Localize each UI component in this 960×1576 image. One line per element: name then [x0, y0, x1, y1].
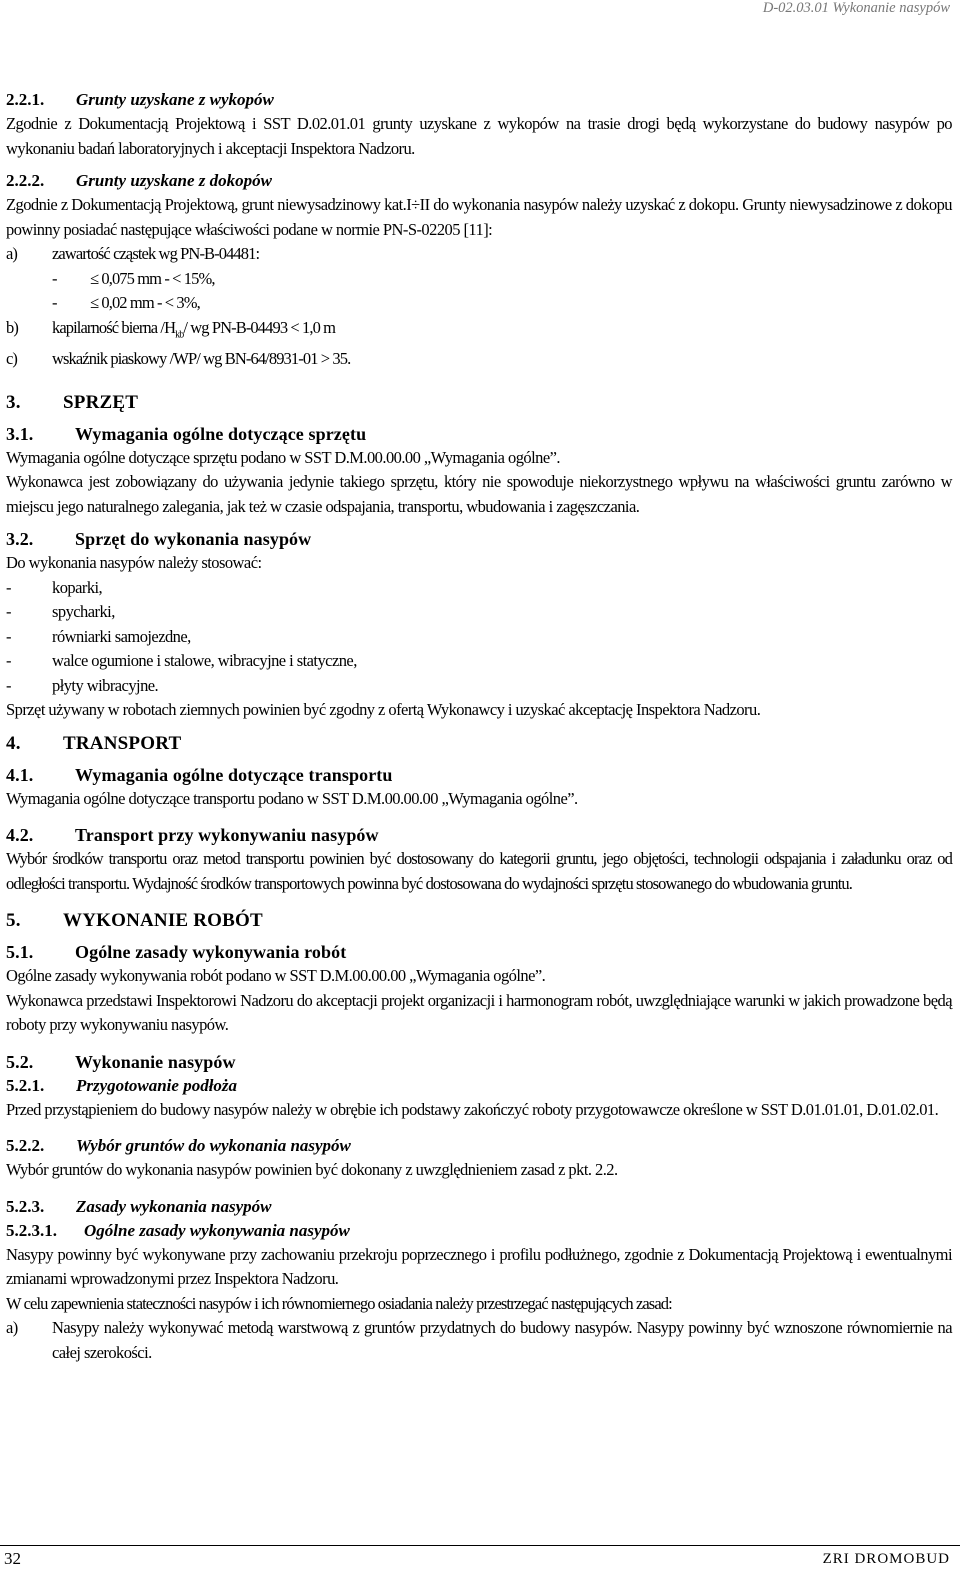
section-number: 5.2.	[6, 1051, 34, 1072]
dash: -	[52, 268, 57, 288]
sub-list-item	[6, 291, 952, 316]
section-heading-3-1	[6, 422, 952, 446]
section-number: 4.1.	[6, 764, 34, 785]
list-item	[6, 576, 952, 601]
section-number: 3.1.	[6, 423, 34, 444]
list-text: płyty wibracyjne.	[52, 675, 159, 695]
section-title: Wybór gruntów do wykonania nasypów	[76, 1136, 351, 1156]
section-number: 5.	[6, 910, 21, 932]
section-number: 5.2.3.1.	[6, 1220, 57, 1240]
section-heading-4-2	[6, 823, 952, 847]
list-item	[6, 625, 952, 650]
section-title: Ogólne zasady wykonywania robót	[75, 942, 347, 963]
section-title: Wykonanie nasypów	[75, 1051, 236, 1072]
page-number: 32	[4, 1549, 21, 1568]
dash: -	[6, 602, 11, 622]
running-header: D-02.03.01 Wykonanie nasypów	[762, 0, 950, 16]
list-text: zawartość cząstek wg PN-B-04481:	[52, 244, 260, 263]
section-title: Grunty uzyskane z wykopów	[76, 90, 274, 109]
list-item-a	[6, 1316, 952, 1365]
paragraph: Wybór gruntów do wykonania nasypów powinien być dokonany z uwzględnieniem zasad z pkt. 2.2.	[6, 1160, 618, 1180]
list-item-a	[6, 242, 952, 267]
paragraph: Ogólne zasady wykonywania robót podano w SST D.M.00.00.00 „Wymagania ogólne”.	[6, 966, 546, 986]
section-number: 5.2.2.	[6, 1136, 45, 1156]
text-part: kapilarność bierna /H	[52, 317, 176, 337]
section-heading-5-2	[6, 1050, 952, 1074]
sub-list-item	[6, 267, 952, 292]
section-number: 5.2.3.	[6, 1196, 45, 1216]
footer-company: ZRI DROMOBUD	[822, 1551, 950, 1567]
section-number: 3.	[6, 391, 21, 413]
section-title: Grunty uzyskane z dokopów	[76, 171, 273, 190]
section-title: Wymagania ogólne dotyczące transportu	[75, 764, 393, 785]
section-title: Transport przy wykonywaniu nasypów	[75, 825, 379, 846]
paragraph: W celu zapewnienia stateczności nasypów i ich równomiernego osiadania należy przestrzegać następujących zasad:	[6, 1293, 672, 1313]
list-label: c)	[6, 349, 18, 369]
list-label: a)	[6, 1318, 18, 1338]
section-number: 4.2.	[6, 825, 34, 846]
list-item-b	[6, 316, 952, 348]
section-heading-2-2-1	[6, 88, 952, 112]
paragraph: Do wykonania nasypów należy stosować:	[6, 553, 262, 573]
text-part: / wg PN-B-04493 < 1,0 m	[183, 317, 336, 337]
section-title: Wymagania ogólne dotyczące sprzętu	[75, 423, 367, 444]
paragraph: Wykonawca jest zobowiązany do używania jedynie takiego sprzętu, który nie spowoduje niekorzystnego wpływu na właściwości gruntu zarówno w miejscu jego naturalnego zalegania, jak też w czasie odspajania, transportu, wbudowania i zagęszczania.	[6, 472, 952, 516]
paragraph: Wykonawca przedstawi Inspektorowi Nadzoru do akceptacji projekt organizacji i harmonogram robót, uwzględniające warunki w jakich prowadzone będą roboty przy wykonywaniu nasypów.	[6, 990, 952, 1035]
section-heading-5-1	[6, 940, 952, 964]
section-heading-2-2-2	[6, 169, 952, 193]
section-number: 2.2.2.	[6, 171, 45, 190]
section-heading-3-2	[6, 527, 952, 551]
dash: -	[52, 293, 57, 312]
subscript: kb	[175, 328, 184, 340]
section-title: WYKONANIE ROBÓT	[63, 910, 263, 932]
document-body	[6, 88, 952, 1365]
list-text: równiarki samojezdne,	[52, 626, 191, 646]
section-heading-5-2-2	[6, 1134, 952, 1158]
list-text: koparki,	[52, 577, 103, 597]
paragraph: Zgodnie z Dokumentacją Projektową i SST D.02.01.01 grunty uzyskane z wykopów na trasie drogi będą wykorzystane do budowy nasypów po wykonaniu badań laboratoryjnych i akceptacji Inspektora Nadzoru.	[6, 114, 952, 158]
section-heading-5-2-1	[6, 1074, 952, 1098]
list-item	[6, 674, 952, 699]
dash: -	[6, 626, 11, 646]
list-item-c	[6, 347, 952, 372]
section-heading-5-2-3	[6, 1195, 952, 1219]
section-heading-5-2-3-1	[6, 1219, 952, 1243]
section-title: Przygotowanie podłoża	[76, 1075, 238, 1095]
section-title: Zasady wykonania nasypów	[76, 1196, 272, 1216]
section-number: 2.2.1.	[6, 90, 45, 109]
list-text: Nasypy należy wykonywać metodą warstwową z gruntów przydatnych do budowy nasypów. Nasypy powinny być wznoszone równomiernie na całej szerokości.	[52, 1318, 952, 1362]
dash: -	[6, 675, 11, 695]
footer-divider	[0, 1545, 960, 1546]
dash: -	[6, 651, 11, 671]
section-number: 4.	[6, 732, 21, 754]
section-title: SPRZĘT	[63, 391, 139, 413]
chapter-heading-3	[6, 390, 952, 416]
list-text: ≤ 0,02 mm - < 3%,	[90, 293, 200, 312]
paragraph: Nasypy powinny być wykonywane przy zachowaniu przekroju poprzecznego i profilu podłużnego, zgodnie z Dokumentacją Projektową i ewentualnymi zmianami wprowadzonymi przez Inspektora Nadzoru.	[6, 1244, 952, 1289]
section-title: TRANSPORT	[63, 732, 182, 754]
paragraph: Sprzęt używany w robotach ziemnych powinien być zgodny z ofertą Wykonawcy i uzyskać akceptację Inspektora Nadzoru.	[6, 700, 761, 720]
list-text: walce ogumione i stalowe, wibracyjne i statyczne,	[52, 651, 357, 671]
list-text: ≤ 0,075 mm - < 15%,	[90, 268, 215, 288]
paragraph: Przed przystąpieniem do budowy nasypów należy w obrębie ich podstawy zakończyć roboty przygotowawcze określone w SST D.01.01.01, D.01.02.01.	[6, 1099, 939, 1119]
section-number: 3.2.	[6, 529, 34, 550]
paragraph: Zgodnie z Dokumentacją Projektową, grunt niewysadzinowy kat.I÷II do wykonania nasypów należy uzyskać z dokopu. Grunty niewysadzinowe z dokopu powinny posiadać następujące właściwości podane w normie PN-S-02205 [11]:	[6, 195, 952, 239]
list-label: a)	[6, 244, 18, 263]
section-heading-4-1	[6, 763, 952, 787]
list-text	[52, 316, 335, 348]
list-label: b)	[6, 317, 18, 337]
list-item	[6, 649, 952, 674]
list-text: spycharki,	[52, 602, 115, 622]
section-number: 5.1.	[6, 942, 34, 963]
chapter-heading-4	[6, 731, 952, 757]
section-number: 5.2.1.	[6, 1075, 45, 1095]
list-item	[6, 600, 952, 625]
list-text: wskaźnik piaskowy /WP/ wg BN-64/8931-01 > 35.	[52, 349, 351, 369]
section-title: Ogólne zasady wykonywania nasypów	[84, 1220, 350, 1240]
paragraph: Wybór środków transportu oraz metod transportu powinien być dostosowany do kategorii gruntu, jego objętości, technologii odspajania i załadunku oraz od odległości transportu. Wydajność środków transportowych powinna być dostosowana do wydajności sprzętu stosowanego do wbudowania gruntu.	[6, 849, 952, 893]
paragraph: Wymagania ogólne dotyczące transportu podano w SST D.M.00.00.00 „Wymagania ogólne”.	[6, 788, 578, 808]
dash: -	[6, 577, 11, 597]
paragraph: Wymagania ogólne dotyczące sprzętu podano w SST D.M.00.00.00 „Wymagania ogólne”.	[6, 447, 560, 467]
chapter-heading-5	[6, 908, 952, 934]
section-title: Sprzęt do wykonania nasypów	[75, 529, 312, 550]
